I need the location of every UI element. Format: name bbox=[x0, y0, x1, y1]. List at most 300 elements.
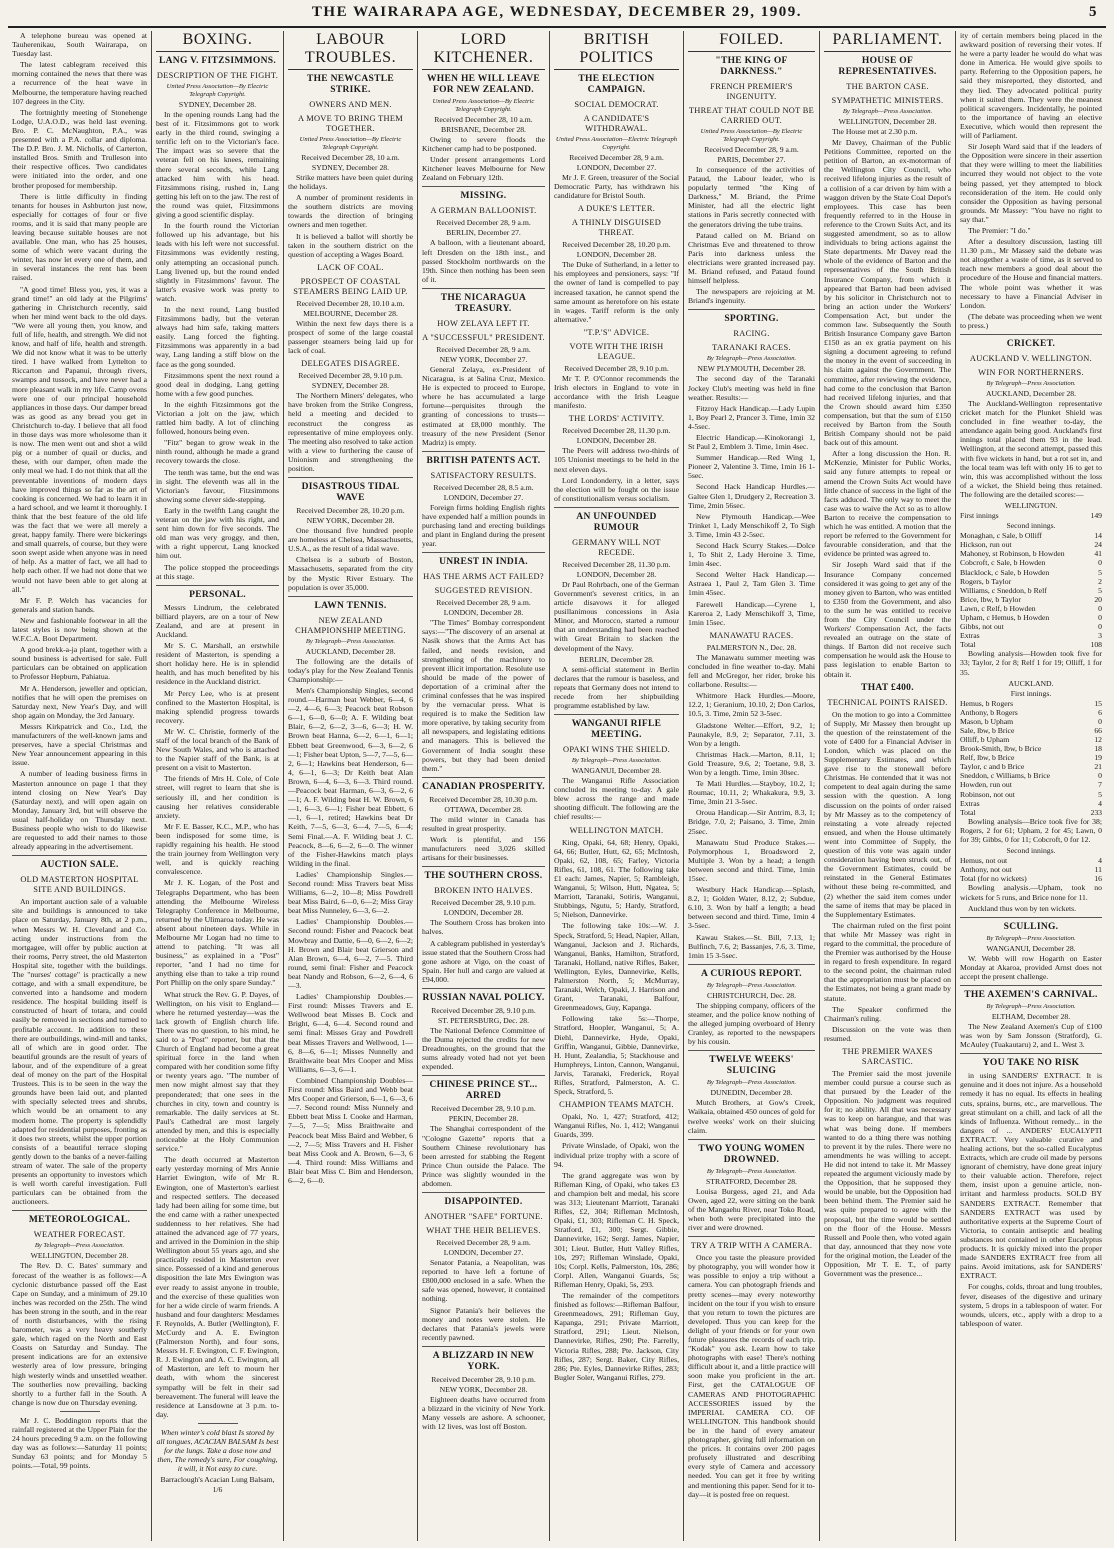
column-4 bbox=[418, 31, 550, 1541]
section-title: BOXING. bbox=[156, 31, 279, 52]
section-subheading: OLD MASTERTON HOSPITAL SITE AND BUILDINGS. bbox=[20, 875, 139, 895]
paragraph: Auckland thus won by ten wickets. bbox=[968, 903, 1077, 913]
score-total-row bbox=[960, 874, 1102, 883]
section-subheading: THAT £400. bbox=[861, 682, 914, 693]
paragraph: Messrs Kirkpatrick and Co., Ltd, the manufacturers of the well-known jams and preserves, have a special Christmas and New Year announcement appearing in this issue. bbox=[12, 721, 147, 768]
paragraph: Te Mati Hurdles.—Stayboy, 10.2, 1; Roumac, 10.11, 2; Whakakura, 9.9, 3. Time, 3min 21 3-5sec. bbox=[688, 779, 815, 807]
batsman: Blacklock, c Sale, b Howden bbox=[960, 567, 1050, 577]
paragraph: Eighteen deaths have occurred from a blizzard in the vicinity of New York. Many vessels are ashore. A schooner, with 12 lives, was lost off Boston. bbox=[422, 1394, 545, 1432]
score-row bbox=[960, 799, 1102, 808]
paragraph: Senator Patania, a Neapolitan, was reported to have left a fortune of £800,000 enclosed in a safe. When the safe was opened, however, it contained nothing. bbox=[422, 1258, 545, 1304]
team-heading: WELLINGTON. bbox=[1004, 501, 1058, 511]
paragraph: One thousand five hundred people are homeless at Chelsea, Massachusetts, U.S.A., as the result of a tidal wave. bbox=[288, 526, 413, 554]
section-title: FOILED. bbox=[688, 31, 815, 52]
credit-line: By Telegraph—Press Association. bbox=[571, 757, 662, 765]
section-subheading: WHEN HE WILL LEAVE FOR NEW ZEALAND. bbox=[426, 74, 541, 95]
section-subheading: PROSPECT OF COASTAL STEAMERS BEING LAID UP. bbox=[293, 276, 408, 296]
paragraph: ity of certain members being placed in the awkward position of reversing their votes. If he were a party leader he would do what was done in America. He would give spoils to party. Referring to the Opposition papers, he said they misreported, they distorted, and they lied. They advocated political purity when it suited them. They were the meanest political scavengers. Incidentally, he pointed to the importance of having an elective Executive, which would then represent the will of Parliament. bbox=[960, 31, 1102, 141]
dateline: PALMERSTON N., Dec. 28. bbox=[706, 642, 797, 652]
batsman: Relf, lbw, b Brice bbox=[960, 753, 1015, 763]
section-heading: SPORTING. bbox=[724, 314, 779, 325]
section-heading: CHINESE PRINCE ST... ARRED bbox=[429, 1080, 538, 1102]
dateline: LONDON, December 28. bbox=[443, 908, 524, 918]
dateline: Received December 28, 9.10 p.m. bbox=[431, 1104, 536, 1114]
divider bbox=[422, 777, 545, 778]
dateline: Received December 28, 10.20 p.m. bbox=[296, 506, 405, 516]
section-subheading: WEATHER FORECAST. bbox=[33, 1230, 126, 1240]
paragraph: Christmas Hack.—Marton, 8.11, 1; Gold Treasure, 9.6, 2; Toetane, 9.8, 3. Won by a length. Time, 1min 30sec. bbox=[688, 749, 815, 777]
paragraph: Whitmore Hack Hurdles.—Moore, 12.2, 1; Geranium, 10.10, 2; Don Carlos, 10.5, 3. Time, 2min 52 3-5sec. bbox=[688, 691, 815, 719]
score-label: Total (for no wickets) bbox=[960, 874, 1027, 884]
dateline: Received December 28, 10.20 p.m. bbox=[562, 240, 671, 250]
credit-line: By Telegraph—Press Association. bbox=[706, 1079, 797, 1087]
paragraph: The New Zealand Axemen's Cup of £100 was won by Sam Jonsson (Stratford), G. McAuley (Tuakautaru) 2, and L. West 3. bbox=[960, 1021, 1102, 1050]
paragraph: Summer Handicap.—Red Wing 1, Pioneer 2, Valentine 3. Time, 1min 16 1-5sec. bbox=[688, 453, 815, 481]
dateline: Received December 28, 9.10 p.m. bbox=[564, 363, 669, 373]
paragraph: The National Defence Committee of the Duma rejected the credits for new Dreadnoughts, on the ground that the sums already voted had not yet been expended. bbox=[422, 1025, 545, 1072]
advert-heading: YOU TAKE NO RISK bbox=[982, 1058, 1080, 1069]
section-subheading: A DUKE'S LETTER. bbox=[577, 204, 656, 214]
column-5 bbox=[550, 31, 684, 1541]
runs: 18 bbox=[1094, 744, 1102, 754]
batsman: Upham, c Hemus, b Howden bbox=[960, 612, 1050, 622]
paragraph: The Speaker confirmed the Chairman's ruling. bbox=[824, 1004, 951, 1023]
dateline: Received December 28, 9 a.m. bbox=[436, 344, 531, 354]
section-subheading: "T.P.'S" ADVICE. bbox=[583, 327, 650, 337]
advert-verse: When winter's cold blast Is stored by all tongues, ACACIAN BALSAM Is best for the lungs. Take a dose now and then, The remedy's sure, For coughing, it will, it Not easy to cure. bbox=[156, 1427, 279, 1474]
dateline: LONDON, December 27. bbox=[443, 492, 524, 502]
dateline: LONDON, December 27. bbox=[576, 163, 657, 172]
dateline: LONDON, December 28. bbox=[576, 250, 657, 260]
paragraph: After a desultory discussion, lasting till 11.30 p.m., Mr Massey said the debate was not altogether a waste of time, as it served to teach new members a good deal about the procedure of the House and financial matters. The whole point was whether it was necessary to have a Financial Adviser in London. bbox=[960, 237, 1102, 310]
paragraph: In the next round, Lang bustled Fitzsimmons badly, but the veteran always had him safe, taking matters easily. Lang forced the fighting. Fitzsimmons was apparently in a bad way, Lang landing a stiff blow on the face as the gong sounded. bbox=[156, 304, 279, 369]
runs: 7 bbox=[1098, 780, 1102, 790]
section-heading: RUSSIAN NAVAL POLICY. bbox=[422, 992, 545, 1003]
score-row bbox=[960, 753, 1102, 762]
section-heading: AUCTION SALE. bbox=[40, 860, 119, 871]
score-value: 233 bbox=[1090, 807, 1102, 817]
paragraph: Mr W. C. Christie, formerly of the staff of the local branch of the Bank of New South Wales, and who is attached to the Napier staff of the Bank, is at present on a visit to Masterton. bbox=[156, 726, 279, 773]
credit-line: By Telegraph—Press Association. bbox=[986, 380, 1076, 387]
advert-text: For coughs, colds, throat and lung troubles, fever, diseases of the digestive and urinary system, 5 drops in a tablespoon of water. For wounds, ulcers, etc., apply with a drop to a tablespoon of water. bbox=[960, 1282, 1102, 1328]
dateline: OTTAWA, December 28. bbox=[444, 804, 523, 814]
batsman: Gibbs, not out bbox=[960, 622, 1004, 632]
score-row bbox=[960, 865, 1102, 874]
score-value: 16 bbox=[1094, 874, 1102, 884]
score-row bbox=[960, 735, 1102, 744]
innings-heading: Second innings. bbox=[1006, 521, 1056, 531]
section-subheading: OWNERS AND MEN. bbox=[309, 100, 392, 109]
divider bbox=[60, 1411, 100, 1412]
credit-line: By Telegraph—Press Association. bbox=[706, 355, 797, 363]
score-row bbox=[960, 568, 1102, 577]
paragraph: The grand aggregate was won by Rifleman King, of Opaki, who takes £3 and champion belt and medal, his score was 313; Lieutenant Marriott, Taranaki Rifles, £2, 304; Rifleman McIntosh, Opaki, £1, 303; Rifleman C. H. Speck, Stratford, £1, 300; Sergt. Gibbie, Dannevirke, 162; Sergt. James, Napier, 301; Lieut. Butler, Hutt Valley Rifles, 10s, 297; Rifleman Winslade, Opaki, 10s; Corpl. Kells, Palmerston, 10s, 286; Corpl. Allen, Wanganui Guards, 5s; Rifleman Henry, Opaki, 5s, 293. bbox=[554, 1170, 679, 1289]
paragraph: Mr J. C. Boddington reports that the rainfall registered at the Upper Plain for the 24 hours preceding 9 a.m. on the following day was as follows:—Saturday 11 points; Sunday 63 points; and for Monday 5 points.—Total, 99 points. bbox=[12, 1415, 147, 1471]
paragraph: New Plymouth Handicap.—Wee Trinket 1, Lady Menschikoff 2, To Sigh 3. Time, 1min 43 2-5sec. bbox=[688, 511, 815, 539]
section-title: BRITISH POLITICS bbox=[554, 31, 679, 70]
paragraph: Pataud called on M. Briand on Christmas Eve and threatened to throw Paris into darkness unless the electricians were granted increased pay. M. Briand refused, and Pataud found himself helpless. bbox=[688, 230, 815, 286]
paragraph: A good brekk-a-ja plant, together with a sound business is advertised for sale. Full particulars can be obtained on application to Professor Hepburn, Pahiatua. bbox=[12, 645, 147, 682]
dateline: Received December 28, 10.30 p.m. bbox=[429, 794, 538, 804]
score-total-row bbox=[960, 640, 1102, 649]
section-heading: THE SOUTHERN CROSS. bbox=[424, 871, 543, 882]
divider bbox=[156, 585, 279, 586]
section-subheading: THE NEWCASTLE STRIKE. bbox=[306, 74, 395, 95]
divider bbox=[688, 1050, 815, 1051]
credit-line: By Telegraph—Press Association. bbox=[706, 1167, 797, 1175]
section-subheading: BROKEN INTO HALVES. bbox=[434, 886, 533, 896]
runs: 6 bbox=[1098, 707, 1102, 717]
paragraph: Fitzsimmons spent the next round a good deal in dodging, Lang getting home with a few good punches. bbox=[156, 370, 279, 398]
paragraph: The latest cablegram received this morning contained the news that there was a recurrence of the heat wave in Melbourne, the temperature having reached 107 degrees in the City. bbox=[12, 60, 147, 106]
runs: 0 bbox=[1098, 603, 1102, 613]
dateline: Received December 28, 10 a.m. bbox=[434, 115, 533, 124]
paragraph: Bowling analysis—Howden took five for 33; Taylor, 2 for 8; Relf 1 for 19; Olliff, 1 for 35. bbox=[960, 649, 1102, 677]
dateline: AUCKLAND, December 28. bbox=[305, 646, 396, 656]
divider bbox=[288, 477, 413, 478]
section-subheading: SUGGESTED REVISION. bbox=[434, 586, 533, 596]
divider bbox=[554, 507, 679, 508]
dateline: NEW YORK, December 28. bbox=[439, 1384, 528, 1394]
column-7 bbox=[820, 31, 956, 1541]
score-value: 108 bbox=[1090, 640, 1102, 650]
credit-line: By Telegraph—Press Association. bbox=[305, 637, 396, 645]
paragraph: Second Hack Scurry Stakes.—Dolce 1, To Shit 2, Lady Heroine 3. Time, 1min 4sec. bbox=[688, 541, 815, 569]
paragraph: Following take 5s:—Thorpe, Stratford, Hoopler, Wanganui, 5; A. Diehl, Dannevirke, Hyde, Opaki, Griffin, Wanganui, Gibbie, Dannevirke, H. Hunt, Zealandia, 5; Stackhouse and Humphreys, Linton, Cannon, Wanganui, Jarvis, Taranaki, Frederick, Royal Rifles, Stratford, Palmerston, A. C. Speck, Stratford, 5. bbox=[554, 1014, 679, 1097]
section-subheading: CHAMPION TEAMS MATCH. bbox=[559, 1100, 674, 1110]
dateline: WANGANUI, December 28. bbox=[571, 766, 662, 776]
paragraph: Louisa Burgess, aged 21, and Ada Owen, aged 22, were sitting on the bank of the Mangaehu River, near Toko Road, when both were precipitated into the river and were drowned. bbox=[688, 1186, 815, 1233]
paragraph: In the opening rounds Lang had the best of it. Fitzsimmons got to work early in the third round, swinging a terrific left on to the Victorian's face. The impact was so severe that the veteran fell on his knees, remaining there several seconds, while Lang attacked him with his head. Fitzsimmons rising, rushed in, Lang getting his left on to the jaw. The rest of the round was quiet, Fitzsimmons giving a good scientific display. bbox=[156, 110, 279, 220]
credit-line: By Telegraph—Press Association. bbox=[842, 108, 933, 115]
batsman: Robinson, not out bbox=[960, 789, 1015, 799]
score-row bbox=[960, 604, 1102, 613]
dateline: Received December 28, 9.10 p.m. bbox=[298, 371, 403, 381]
dateline: Received December 28, 9.10 p.m. bbox=[431, 898, 536, 908]
paragraph: The Peers will address two-thirds of 105 Unionist meetings to be held in the next eleven days. bbox=[554, 446, 679, 474]
section-subheading: SYMPATHETIC MINISTERS. bbox=[831, 96, 944, 105]
paragraph: Bowling analysis.—Upham, took no wickets for 5 runs, and Brice none for 11. bbox=[960, 883, 1102, 902]
masthead-title: THE WAIRARAPA AGE, WEDNESDAY, DECEMBER 29, 1909. bbox=[311, 4, 803, 20]
section-subheading: ANOTHER "SAFE" FORTUNE. bbox=[424, 1212, 543, 1222]
divider bbox=[688, 1139, 815, 1140]
runs: 20 bbox=[1094, 594, 1102, 604]
section-subheading: TECHNICAL POINTS RAISED. bbox=[827, 697, 948, 707]
credit-line: United Press Association—By Electric Telegraph Copyright. bbox=[432, 98, 535, 113]
divider bbox=[198, 1423, 238, 1424]
section-subheading: WHAT THE HEIR BELIEVES. bbox=[426, 1226, 541, 1236]
runs: 0 bbox=[1098, 716, 1102, 726]
section-subheading: SATISFACTORY RESULTS. bbox=[430, 470, 537, 480]
divider bbox=[688, 1236, 815, 1237]
advert-heading: TRY A TRIP WITH A CAMERA. bbox=[690, 1241, 813, 1251]
section-heading: A CURIOUS REPORT. bbox=[701, 968, 802, 979]
credit-line: By Telegraph—Press Association. bbox=[986, 1002, 1076, 1010]
paragraph: New and fashionable footwear in all the latest styles is now being shown at the W.F.C.A. Boot Department. bbox=[12, 615, 147, 644]
dateline: Received December 28, 8.5 a.m. bbox=[433, 482, 534, 492]
paragraph: Sir Joseph Ward said that if the Insurance Company concerned considered it was going to get any of the money given to Barton, who was entitled to £350 from the Government, and also to the sum he was entitled to receive from the City Council under the Workers' Compensation Act, the facts revealed an outrage on the state of things. If Barton did not receive such compensation he would ask the House to pass legislation to enable Barton to obtain it. bbox=[824, 560, 951, 679]
score-label: First innings bbox=[960, 511, 999, 521]
dateline: LONDON, December 28. bbox=[576, 436, 657, 446]
paragraph: Second Hack Handicap Hurdles.—Galtee Glen 1, Drudgery 2, Recreation 3. Time, 2min 56sec. bbox=[688, 482, 815, 510]
paragraph: Gladstone Welter.—Effort, 9.2, 1; Paunakyle, 8.9, 2; Separator, 7.11, 3. Won by a length. bbox=[688, 720, 815, 748]
runs: 21 bbox=[1094, 762, 1102, 772]
dateline: MELBOURNE, December 28. bbox=[303, 308, 398, 318]
divider bbox=[960, 985, 1102, 986]
section-subheading: GERMANY WILL NOT RECEDE. bbox=[572, 537, 661, 557]
score-row bbox=[960, 511, 1102, 520]
batsman: Extras bbox=[960, 631, 980, 641]
batsman: Sale, lbw, b Brice bbox=[960, 725, 1015, 735]
section-title: LABOUR TROUBLES. bbox=[288, 31, 413, 70]
divider bbox=[422, 1346, 545, 1347]
runs: 66 bbox=[1094, 725, 1102, 735]
dateline: WELLINGTON, December 28. bbox=[30, 1251, 129, 1261]
divider bbox=[422, 866, 545, 867]
divider bbox=[12, 855, 147, 856]
score-label: Total bbox=[960, 807, 976, 817]
score-row bbox=[960, 790, 1102, 799]
dateline: STRATFORD, December 28. bbox=[706, 1176, 797, 1186]
section-subheading: HOUSE OF REPRESENTATIVES. bbox=[838, 56, 937, 77]
dateline: Received December 28, 9 a.m. bbox=[704, 145, 799, 154]
paragraph: Kawau Stakes.—St. Bill, 7.13, 1; Bulfinch, 7.6, 2; Bassanjes, 7.6, 3. Time, 1min 15 3-5sec. bbox=[688, 932, 815, 960]
paragraph: Bowling analysis—Brice took five for 38; Rogers, 2 for 61; Upham, 2 for 45; Lawn, 0 for 39; Gibbs, 0 for 11; Cobcroft, 0 for 12. bbox=[960, 816, 1102, 845]
paragraph: Mr Percy Lee, who is at present confined to the Masterton Hospital, is making splendid progress towards recovery. bbox=[156, 688, 279, 725]
dateline: Received December 28, 11.30 p.m. bbox=[562, 426, 671, 436]
paragraph: Messrs Lindrum, the celebrated billiard players, are on a tour of New Zealand, and are at present in Auckland. bbox=[156, 602, 279, 639]
paragraph: The death occurred at Masterton early yesterday morning of Mrs Annie Harriet Ewington, wife of Mr R. Ewington, one of Masterton's earliest and respected settlers. The deceased lady had been ailing for some time, but the end came with a rather unexpected suddenness to her relatives. She had attained the advanced age of 77 years, and arrived in the Dominion in the ship Wellington about 55 years ago, and she practically resided in Masterton ever since. Possessed of a kind and generous disposition the late Mrs Ewington was ever ready to assist anyone in trouble, and the exercise of these qualities won for her a wide circle of warm friends. A husband and four daughters: Mesdames F. Reynolds, A. Butler (Wellington), F. McCurdy and A. E. Ewington (Palmerston North), and four sons, Messrs H. F. Ewington, C. F. Ewington, R. J. Ewington and A. C. Ewington, all of Masterton, are left to mourn her death, with whom the sincerest sympathy will be felt in their sad bereavement. The funeral will leave the residence at Lansdowne at 3 p.m. to-day. bbox=[156, 1155, 279, 1419]
paragraph: After a long discussion the Hon. R. McKenzie, Minister for Public Works, said any future attempts to repeal or amend the Crown Suits Act would have little chance of success in the light of the facts adduced. The only way to meet the case was to waive the Act so as to allow Barton to receive the compensation to which he was entitled. A motion that the report be referred to the Government for favourable consideration, and that the evidence be printed was agreed to. bbox=[824, 449, 951, 559]
innings-heading: Second innings. bbox=[1006, 846, 1056, 856]
section-heading: DISASTROUS TIDAL WAVE bbox=[301, 482, 400, 504]
paragraph: Oroua Handicap.—Sir Antrim, 8.3, 1; Bridge, 7.0, 2; Paisano, 3. Time, 2min 25sec. bbox=[688, 808, 815, 836]
paragraph: Men's Championship Singles, second round.—Harman beat Webber, 6—4, 6—2, 4—6, 6—3; Peacock beat Robson 6—1, 6—0, 6—0; A. F. Wilding beat Blair, 6—2, 6—2, 3—6, 6—3; H. W. Brown beat Hanna, 6—2, 6—1, 6—1; Ebbett beat Greenwood, 6—3, 6—2, 6—1; Fisher beat Upton, 5—7, 7—5, 6—2, 6—1; Hawkins beat Henderson, 6—4, 6—1, 6—3; Dr Keith beat Alan Brown, 6—4, 6—3, 6—3. Third round.—Peacock beat Harman, 6—3, 6—2, 6—1; A. F. Wilding beat H. W. Brown, 6—1, 6—3, 6—1; Fisher beat Ebbett, 6—1, 6—1, retired; Hawkins beat Dr Keith, 7—5, 6—3, 6—4, 7—5, 6—4; Semi Final.—A. F. Wilding beat J. C. Peacock, 8—6, 6—2, 6—0. The winner of the Fisher-Hawkins match plays Wilding in the final. bbox=[288, 686, 413, 868]
page-number: 5 bbox=[1089, 4, 1098, 20]
column-3 bbox=[284, 31, 418, 1541]
section-heading: PERSONAL. bbox=[189, 589, 246, 600]
advert-text: in using SANDERS' EXTRACT. It is genuine and it does not injure. As a household remedy it has no equal. Its effects in healing cuts, sprains, burns, etc., are marvellous. The great stimulant on a chill, and lack of all the kinds of Influenza. Without remedy... in the dangers of ... ANDERS' EUCALYPTI EXTRACT. Very valuable curative and healing actions, but the so-called Eucalyptus Extracts, which are crude oil made by persons ignorant of chemistry, have done great injury to their valuable action. Therefore, reject them, insist upon a genuine article, non-irritant and harmless products. SOLD BY SANDERS EXTRACT. Remember that SANDERS EXTRACT was used by authoritative experts at the Supreme Court of Victoria, to contain antiseptic and healing substances not contained in other Eucalyptus products. It is quickly mixed into the proper made SANDERS EXTRACT free from all pains. Avoid imitations, ask for SANDERS' EXTRACT. bbox=[960, 1071, 1102, 1281]
paragraph: Fitzroy Hack Handicap.—Lady Lupin 1, Boy Pearl 2, Prancer 3. Time, 1min 32 4-5sec. bbox=[688, 403, 815, 431]
score-label: Total bbox=[960, 640, 976, 650]
divider bbox=[422, 288, 545, 289]
score-row bbox=[960, 586, 1102, 595]
dateline: Received December 28, 9.10 p.m. bbox=[431, 1374, 536, 1384]
score-row bbox=[960, 726, 1102, 735]
paragraph: Within the next few days there is a prospect of some of the large coastal passenger steamers being laid up for lack of coal. bbox=[288, 318, 413, 356]
runs: 5 bbox=[1098, 585, 1102, 595]
paragraph: The police stopped the proceedings at this stage. bbox=[156, 562, 279, 581]
section-subheading: HOW ZELAYA LEFT IT. bbox=[437, 318, 530, 328]
dateline: DUNEDIN, December 28. bbox=[710, 1088, 793, 1098]
section-subheading: OPAKI WINS THE SHIELD. bbox=[563, 745, 670, 755]
divider bbox=[12, 1210, 147, 1211]
section-subheading: THE ELECTION CAMPAIGN. bbox=[578, 74, 655, 95]
section-heading: SCULLING. bbox=[1003, 921, 1059, 932]
section-subheading: A "SUCCESSFUL" PRESIDENT. bbox=[422, 332, 545, 342]
paragraph: Discussion on the vote was then resumed. bbox=[824, 1024, 951, 1043]
section-heading: BRITISH PATENTS ACT. bbox=[426, 455, 541, 466]
divider bbox=[688, 964, 815, 965]
paragraph: "Fitz" began to grow weak in the ninth round, although he made a grand recovery towards the close. bbox=[156, 438, 279, 466]
dateline: LONDON, December 27. bbox=[443, 1248, 524, 1258]
column-1 bbox=[8, 31, 152, 1541]
paragraph: Lord Londonderry, in a letter, says the election will be fought on the issue of constitutionalism versus socialism. bbox=[554, 475, 679, 503]
paragraph: The following take 10s:—W. J. Speck, Stratford, 5; Head, Napier, Allan, Wanganui, Jackson and J. Richards, Wanganui, Banks, Hamilton, Stratford, Taranaki, Holland, native Rifles, Baker, Wellington, Eyles, Dannevirke, Kells, Palmerston North, 5; McMurray, Taranaki, Welch, Opaki, J. Harrison and Grant, Taranaki, Balfour, Greenmeadows, Guy, Kapanga. bbox=[554, 921, 679, 1013]
paragraph: Mr J. F. Green, treasurer of the Social Democratic Party, has withdrawn his candidature for Bristol South. bbox=[554, 173, 679, 201]
paragraph: The Southern Cross has broken into halves. bbox=[422, 918, 545, 937]
section-heading: THE AXEMEN'S CARNIVAL. bbox=[964, 989, 1098, 1000]
paragraph: An important auction sale of a valuable site and buildings is announced to take place on Saturday, January 8th, at 2 p.m., when Messrs W. H. Cleveland and Co. acting under instructions from the mortgagee, will offer by public auction at their rooms, Perry street, the old Masterton Hospital site, together with the buildings. The "nurses' cottage" is practically a new cottage, and with a small expenditure, be converted into a handsome and modern residence. The hospital building itself is constructed of heart of totara, and could easily be removed in sections and turned to profitable account. In addition to these there are outbuildings, wind-mill and tanks, all of which are in good order. The beautiful grounds are the result of years of labour, and of the expenditure of a great deal of money on the part of the Hospital Trustees. This is to be seen in the way the grounds have been laid out, and planted with specially selected trees and shrubs, which would be an ornament to any modern home. The property is splendidly adapted for residential purposes, fronting as it does two streets, whilst the upper portion consists of a beautiful terrace sloping gently down to the banks of a never-failing stream of water. The sale of the property presents an opportunity to investors which is well worth careful investigation. Full particulars can be obtained from the auctioneers. bbox=[12, 897, 147, 1207]
paragraph: Mr A. Henderson, jeweller and optician, notifies that he will open the premises on Saturday next, New Year's Day, and will shop again on Monday, the 3rd January. bbox=[12, 683, 147, 720]
dateline: Received December 28, 11.30 p.m. bbox=[562, 559, 671, 569]
paragraph: Westbury Hack Handicap.—Splash, 8.2, 1; Golden Water, 8.12, 2; Subdue, 6.10, 3. Won by half a length; a head between second and third. Time, 1min 4 3-5sec. bbox=[688, 885, 815, 931]
paragraph: There is little difficulty in finding tenants for houses in Ashburton just now, especially for cottages of four or five rooms, and it is said that many people are leaving because suitable houses are not available. One man, who has 25 houses, some of which were vacant during the winter, has now let every one of them, and in several instances the rent has been raised. bbox=[12, 191, 147, 283]
paragraph: A number of leading business firms in Masterton announce on page 1 that they intend closing on New Year's Day (Saturday next), and will open again on Monday, January 3rd, but will observe the usual half-holiday on Thursday next. Business people who wish to do likewise are requested to add their names to those already appearing in the advertisement. bbox=[12, 769, 147, 852]
paragraph: The Wanganui Rifle Association concluded its meeting to-day. A gale blew across the range and made shooting difficult. The following are the chief results:— bbox=[554, 776, 679, 822]
batsman: Sneddon, c Williams, b Brice bbox=[960, 771, 1051, 781]
divider bbox=[960, 1053, 1102, 1054]
runs: 0 bbox=[1098, 558, 1102, 568]
dateline: BERLIN, December 28. bbox=[579, 654, 654, 664]
batsman: Hemus, b Rogers bbox=[960, 698, 1014, 708]
score-row bbox=[960, 780, 1102, 789]
paragraph: The remainder of the competitors finished as follows:—Rifleman Balfour, Greenmeadows, 291; Rifleman Guy, Kapanga, 291; Private Marriott, Stratford, 291; Lieut. Nielson, Dannevirke, Rifles, 290; Pte. Farrelly, Victoria Rifles, 288; Pte. Jackson, City Rifles, 287; Sergt. Baker, City Rifles, 286; Pte. Eyles, Dannevirke Rifles, 283; Bugler Soler, Wanganui Rifles, 279. bbox=[554, 1290, 679, 1382]
section-subheading: VOTE WITH THE IRISH LEAGUE. bbox=[569, 341, 664, 361]
masthead bbox=[8, 4, 1106, 28]
paragraph: The tenth was tame, but the end was in sight. The eleventh was all in the Victorian's favour, Fitzsimmons showing some clever side-stepping. bbox=[156, 467, 279, 504]
credit-line: United Press Association—By Electric Telegraph Copyright. bbox=[299, 136, 402, 151]
advert-text: Once you taste the pleasure provided by photography, you will wonder how it was possible to enjoy a trip without a camera. You can photograph friends and pretty scenes—may every noteworthy incident on the tour if you wish to ensure that you return to town the pictures are developed. Thus you can keep for the delight of your friends or for your own future pleasures the records of each trip. "Kodak" you ask. Learn how to take photographs with ease! There's nothing difficult about it, and a little practice will soon make you proficient in the art. First, get the CATALOGUE OF CAMERAS AND PHOTOGRAPHIC ACCESSORIES issued by the IMPERIAL CAMERA CO. OF WELLINGTON. This handbook should be in the hand of every amateur photographer, giving full information on the prices. It contains over 200 pages profusely illustrated and describing every style of Camera and accessory needed. You can get it free by writing and mentioning this paper. Send for it to-day—it is posted free on request. bbox=[688, 1253, 815, 1499]
section-subheading: FRENCH PREMIER'S INGENUITY. bbox=[710, 82, 793, 101]
divider bbox=[688, 309, 815, 310]
paragraph: The House met at 2.30 p.m. bbox=[832, 127, 918, 136]
runs: 41 bbox=[1094, 549, 1102, 559]
section-subheading: NEW ZEALAND CHAMPIONSHIP MEETING. bbox=[295, 615, 406, 635]
section-heading: DISAPPOINTED. bbox=[444, 1197, 523, 1208]
dateline: AUCKLAND, December 28. bbox=[985, 389, 1077, 398]
dateline: WANGANUI, December 28. bbox=[986, 943, 1076, 953]
divider bbox=[422, 1192, 545, 1193]
dateline: Received December 28, 9 a.m. bbox=[436, 1238, 531, 1248]
divider bbox=[422, 552, 545, 553]
runs: 0 bbox=[1098, 771, 1102, 781]
dateline: NEW YORK, December 27. bbox=[439, 354, 528, 364]
score-row bbox=[960, 577, 1102, 586]
section-subheading: A CANDIDATE'S WITHDRAWAL. bbox=[583, 114, 650, 133]
advert-footer: Barraclough's Acacian Lung Balsam, 1/6 bbox=[160, 1475, 275, 1494]
paragraph: The Premier: "I do." bbox=[968, 225, 1031, 235]
paragraph: Signor Patania's heir believes the money and notes were stolen. He declares that Patania's jewels were recently pawned. bbox=[422, 1305, 545, 1342]
runs: 15 bbox=[1094, 698, 1102, 708]
batsman: Brook-Smith, lbw, b Brice bbox=[960, 744, 1042, 754]
divider bbox=[288, 596, 413, 597]
runs: 5 bbox=[1098, 789, 1102, 799]
paragraph: Mr J. K. Logan, of the Post and Telegraphs Department, who has been attending the Melbourne Wireless Telegraphy Conference in Melbourne, returned by the Ulimaroa today. He was absent about nineteen days. While in Melbourne Mr Logan had no time to attend to patching. "It was all business," as explained in a "Post" reporter, "and I had no time for anything else than to take a trip round Port Phillip on the only spare Sunday." bbox=[156, 878, 279, 988]
section-subheading: LACK OF COAL. bbox=[317, 262, 384, 272]
dateline: BRISBANE, December 28. bbox=[441, 125, 526, 134]
section-subheading: "THE KING OF DARKNESS." bbox=[715, 56, 788, 77]
section-title: PARLIAMENT. bbox=[824, 31, 951, 52]
batsman: Taylor, c and b Brice bbox=[960, 762, 1025, 772]
paragraph: The Auckland-Wellington representative cricket match for the Plunket Shield was concluded in fine weather to-day, the attendance again being good. Auckland's first innings total placed them 93 in the lead. Wellington, at the second attempt, passed this with five wickets in hand, but a rot set in, and the local team was left with only 16 to get to win, this was accomplished without the loss of a wicket, the Shield being thus retained. The following are the detailed scores:— bbox=[960, 399, 1102, 499]
batsman: Monaghan, c Sale, b Olliff bbox=[960, 531, 1042, 541]
scorecard-auckland bbox=[960, 699, 1102, 808]
dateline: Received December 28, 9 a.m. bbox=[436, 598, 531, 608]
paragraph: The Northern Miners' delegates, who have broken from the Strike Congress, held a meeting and decided to reconstruct the congress as representative of mine employees only. The meeting also resolved to take action with a view to furthering the cause of Unionism and strengthening the position. bbox=[288, 391, 413, 473]
batsman: Mason, b Upham bbox=[960, 716, 1014, 726]
divider bbox=[422, 186, 545, 187]
section-subheading: LANG V. FITZSIMMONS. bbox=[158, 56, 277, 66]
runs: 0 bbox=[1098, 622, 1102, 632]
credit-line: By Telegraph—Press Association. bbox=[34, 1242, 125, 1250]
column-2 bbox=[152, 31, 284, 1541]
dateline: WELLINGTON, December 28. bbox=[838, 117, 937, 126]
paragraph: Farewell Handicap.—Cyrene 1, Kareroa 2, Lady Menschikoff 3, Time, 1min 15sec. bbox=[688, 599, 815, 627]
section-subheading: RACING. bbox=[733, 329, 770, 339]
paragraph: The friends of Mrs H. Cole, of Cole street, will regret to learn that she is seriously ill, and her condition is causing her relatives considerable anxiety. bbox=[156, 774, 279, 820]
section-heading: TWELVE WEEKS' SLUICING bbox=[709, 1055, 794, 1077]
paragraph: Under present arrangements Lord Kitchener leaves Melbourne for New Zealand on February 12th. bbox=[422, 155, 545, 183]
paragraph: Dr Paul Rohrbach, one of the German Government's severest critics, in an article disavows it for alleged pusillanimous concessions in Asia Minor, and Morocco, started a rumour that an understanding had been reached with Great Britain to slacken the development of the Navy. bbox=[554, 579, 679, 653]
dateline: NEW YORK, December 28. bbox=[306, 516, 395, 526]
paragraph: On the motion to go into a Committee of Supply, Mr Massey then brought up the question of the reinstatement of the vote of £400 for a Financial Adviser in London, which was placed on the Supplementary Estimates, and which gave rise to the stonewall before Christmas. He contended that it was not competent to deal again during the same session with the question. A long discussion on the points of order raised by Mr Massey as to the competency of reinstating a vote already rejected ensued, and when the House ultimately went into Committee of Supply, the question of this vote was again under consideration having been struck out, of the Government Estimates, could be reinstated in the General Estimates without these being re-committed, and (2) whether the said item comes under the same of items that may be placed in the Supplementary Estimates. bbox=[824, 709, 951, 919]
section-heading: A BLIZZARD IN NEW YORK. bbox=[432, 1350, 535, 1372]
paragraph: Private Winslade, of Opaki, won the individual prize trophy with a score of 94. bbox=[554, 1141, 679, 1169]
score-row bbox=[960, 744, 1102, 753]
scorecard-wellington bbox=[960, 531, 1102, 640]
section-subheading: DELEGATES DISAGREE. bbox=[301, 359, 400, 369]
batsman: Anthony, not out bbox=[960, 865, 1012, 875]
section-subheading: MANAWATU RACES. bbox=[709, 630, 794, 640]
batsman: Rogers, b Taylor bbox=[960, 576, 1012, 586]
runs: 4 bbox=[1098, 798, 1102, 808]
dateline: Received December 28, 9.10 p.m. bbox=[431, 1005, 536, 1015]
section-heading: CANADIAN PROSPERITY. bbox=[422, 781, 545, 792]
section-heading: WANGANUI RIFLE MEETING. bbox=[571, 719, 662, 741]
dateline: LONDON, December 28. bbox=[576, 569, 657, 579]
paragraph: The shipping company, officers of the steamer, and the police know nothing of the alleged jumping overboard of Henry Cranley, as reported to the newspapers by his cousin. bbox=[688, 1000, 815, 1047]
score-row bbox=[960, 558, 1102, 567]
paragraph: A semi-official statement in Berlin declares that the rumour is baseless, and repeats that Germany does not intend to recede from her shipbuilding programme established by law. bbox=[554, 664, 679, 710]
paragraph: The chairman ruled on the first point that while Mr Massey was right in regard to the committal, the procedure of the Premier was authorised by the House in regard to fresh expenditure. In regard to the second point, the chairman ruled that the appropriation must be placed on the Estimates, not being a grant made by statute. bbox=[824, 920, 951, 1003]
section-heading: TWO YOUNG WOMEN DROWNED. bbox=[698, 1143, 805, 1165]
section-heading: LAWN TENNIS. bbox=[314, 600, 387, 611]
paragraph: Mr F. E. Basser, K.C., M.P., who has been indisposed for some time, is rapidly regaining his health. He stood the train journey from Wellington very well, and is quickly reaching convalescence. bbox=[156, 821, 279, 877]
columns bbox=[8, 31, 1106, 1541]
paragraph: Second Welter Hack Handicap.—Astraea 1, Paul 2, Tam Glen 3. Time 1min 45sec. bbox=[688, 570, 815, 598]
paragraph: Mr F. P. Welch has vacancies for generals and station hands. bbox=[12, 595, 147, 614]
divider bbox=[960, 917, 1102, 918]
batsman: Brice, lbw, b Taylor bbox=[960, 594, 1021, 604]
dateline: SYDNEY, December 28. bbox=[178, 100, 257, 109]
batsman: Williams, c Sneddon, b Relf bbox=[960, 585, 1047, 595]
runs: 2 bbox=[1098, 576, 1102, 586]
dateline: Received December 28, 10 a.m. bbox=[301, 153, 400, 162]
section-subheading: TARANAKI RACES. bbox=[712, 343, 791, 353]
runs: 3 bbox=[1098, 631, 1102, 641]
paragraph: Mutch Brothers, at Gow's Creek, Waikaia, obtained 450 ounces of gold for twelve weeks' work on their sluicing claim. bbox=[688, 1098, 815, 1135]
paragraph: Opaki, No. 1, 427; Stratford, 412; Wanganui Rifles, No. 1, 412; Wanganui Guards, 399. bbox=[554, 1112, 679, 1140]
column-8 bbox=[956, 31, 1106, 1541]
dateline: LONDON, December 28. bbox=[443, 608, 524, 618]
paragraph: Ladies' Championship Singles.—Second round: Miss Travers beat Miss Williams, 6—2, 10—8; Miss Powdrell beat Miss Baird, 6—0, 6—2; Miss Gray beat Miss Nunneley, 6—3, 6—2. bbox=[288, 869, 413, 916]
score-row bbox=[960, 717, 1102, 726]
dateline: Received December 28, 9 a.m. bbox=[569, 153, 664, 162]
dateline: ELTHAM, December 28. bbox=[991, 1011, 1071, 1021]
divider bbox=[422, 1075, 545, 1076]
score-row bbox=[960, 622, 1102, 631]
